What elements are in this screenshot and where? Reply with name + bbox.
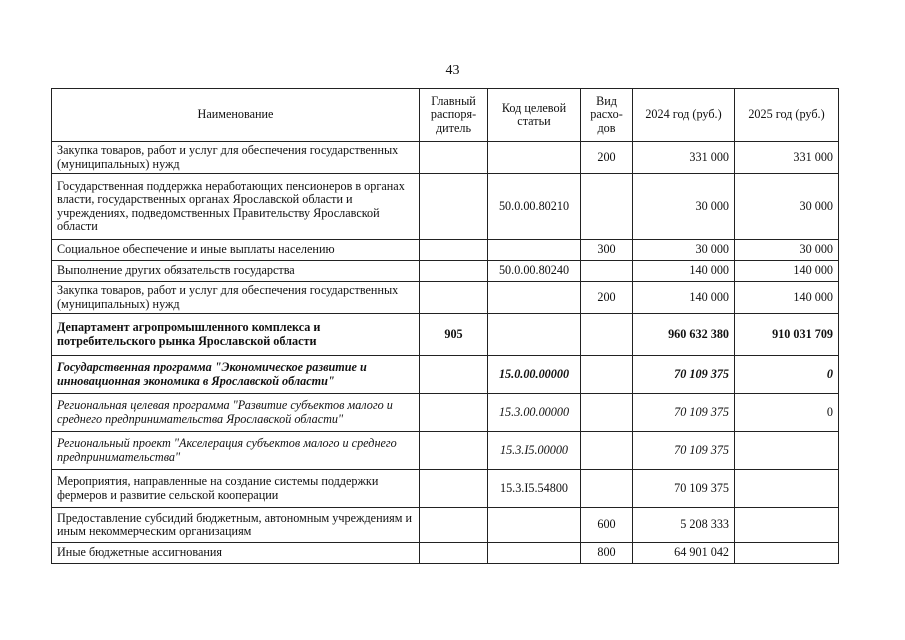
cell-expense-type (581, 261, 633, 282)
cell-year-2025: 140 000 (735, 282, 839, 314)
cell-year-2025: 0 (735, 356, 839, 394)
cell-year-2025: 0 (735, 394, 839, 432)
cell-target-code (488, 142, 581, 174)
cell-target-code (488, 508, 581, 543)
cell-target-code (488, 314, 581, 356)
table-row (52, 543, 839, 564)
cell-year-2025 (735, 470, 839, 508)
page-number: 43 (445, 63, 460, 78)
header-grbs: Главный распоря-дитель (420, 89, 488, 142)
budget-table (51, 88, 839, 564)
cell-grbs (420, 394, 488, 432)
cell-name: Государственная поддержка неработающих пенсионеров в органах власти, государственных органах Ярославской области и учреждениях, подведомственных Правительству Ярославской области (52, 174, 420, 240)
cell-name: Закупка товаров, работ и услуг для обеспечения государственных (муниципальных) нужд (52, 282, 420, 314)
cell-year-2024: 140 000 (633, 261, 735, 282)
cell-year-2024: 64 901 042 (633, 543, 735, 564)
cell-name: Региональная целевая программа "Развитие субъектов малого и среднего предпринимательства Ярославской области" (52, 394, 420, 432)
cell-year-2024: 30 000 (633, 174, 735, 240)
cell-expense-type (581, 314, 633, 356)
cell-grbs (420, 261, 488, 282)
cell-name: Региональный проект "Акселерация субъектов малого и среднего предпринимательства" (52, 432, 420, 470)
cell-target-code: 50.0.00.80210 (488, 174, 581, 240)
cell-grbs (420, 543, 488, 564)
cell-grbs (420, 356, 488, 394)
cell-expense-type (581, 394, 633, 432)
cell-expense-type (581, 356, 633, 394)
cell-expense-type: 300 (581, 240, 633, 261)
cell-name: Государственная программа "Экономическое развитие и инновационная экономика в Ярославской области" (52, 356, 420, 394)
header-target-code: Код целевой статьи (488, 89, 581, 142)
cell-target-code (488, 282, 581, 314)
cell-year-2025: 30 000 (735, 174, 839, 240)
header-year-2024: 2024 год (руб.) (633, 89, 735, 142)
cell-year-2024: 70 109 375 (633, 470, 735, 508)
cell-expense-type (581, 432, 633, 470)
cell-grbs (420, 470, 488, 508)
cell-target-code (488, 543, 581, 564)
table-row (52, 240, 839, 261)
cell-expense-type: 800 (581, 543, 633, 564)
cell-year-2024: 70 109 375 (633, 432, 735, 470)
table-row (52, 142, 839, 174)
cell-expense-type (581, 470, 633, 508)
cell-target-code (488, 240, 581, 261)
cell-year-2025: 30 000 (735, 240, 839, 261)
cell-year-2024: 70 109 375 (633, 356, 735, 394)
cell-grbs (420, 240, 488, 261)
table-header (52, 89, 839, 142)
cell-name: Мероприятия, направленные на создание системы поддержки фермеров и развитие сельской кооперации (52, 470, 420, 508)
cell-year-2025: 140 000 (735, 261, 839, 282)
header-name: Наименование (52, 89, 420, 142)
table-row (52, 470, 839, 508)
cell-name: Социальное обеспечение и иные выплаты населению (52, 240, 420, 261)
cell-name: Предоставление субсидий бюджетным, автономным учреждениям и иным некоммерческим организациям (52, 508, 420, 543)
cell-year-2025 (735, 432, 839, 470)
cell-year-2025: 910 031 709 (735, 314, 839, 356)
cell-year-2024: 5 208 333 (633, 508, 735, 543)
cell-grbs (420, 174, 488, 240)
table-row (52, 314, 839, 356)
cell-grbs (420, 508, 488, 543)
cell-year-2024: 30 000 (633, 240, 735, 261)
cell-grbs (420, 432, 488, 470)
cell-target-code: 15.3.I5.00000 (488, 432, 581, 470)
cell-expense-type: 200 (581, 142, 633, 174)
table-row (52, 261, 839, 282)
cell-year-2025 (735, 508, 839, 543)
cell-year-2024: 331 000 (633, 142, 735, 174)
cell-target-code: 15.3.00.00000 (488, 394, 581, 432)
table-body (52, 142, 839, 564)
cell-target-code: 15.3.I5.54800 (488, 470, 581, 508)
cell-expense-type: 600 (581, 508, 633, 543)
cell-expense-type: 200 (581, 282, 633, 314)
cell-year-2024: 70 109 375 (633, 394, 735, 432)
cell-target-code: 50.0.00.80240 (488, 261, 581, 282)
cell-year-2024: 140 000 (633, 282, 735, 314)
table-row (52, 432, 839, 470)
header-year-2025: 2025 год (руб.) (735, 89, 839, 142)
cell-name: Закупка товаров, работ и услуг для обеспечения государственных (муниципальных) нужд (52, 142, 420, 174)
header-expense-type: Вид расхо-дов (581, 89, 633, 142)
cell-year-2025: 331 000 (735, 142, 839, 174)
cell-name: Департамент агропромышленного комплекса и потребительского рынка Ярославской области (52, 314, 420, 356)
cell-grbs (420, 282, 488, 314)
cell-expense-type (581, 174, 633, 240)
table-row (52, 356, 839, 394)
cell-year-2024: 960 632 380 (633, 314, 735, 356)
table-row (52, 508, 839, 543)
cell-year-2025 (735, 543, 839, 564)
table-row (52, 174, 839, 240)
cell-grbs (420, 142, 488, 174)
table-row (52, 282, 839, 314)
table-row (52, 394, 839, 432)
cell-target-code: 15.0.00.00000 (488, 356, 581, 394)
cell-name: Выполнение других обязательств государства (52, 261, 420, 282)
cell-grbs: 905 (420, 314, 488, 356)
cell-name: Иные бюджетные ассигнования (52, 543, 420, 564)
